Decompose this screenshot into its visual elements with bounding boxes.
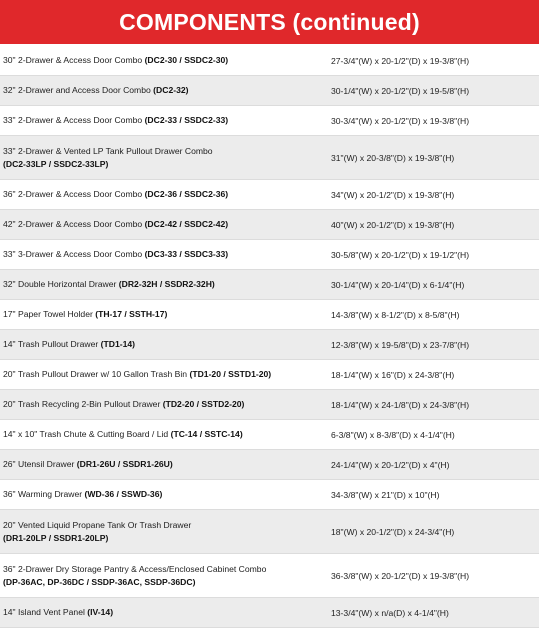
component-label: 33" 3-Drawer & Access Door Combo	[3, 249, 145, 259]
model-code: (DC2-33 / SSDC2-33)	[144, 115, 229, 125]
model-code: (DC2-33LP / SSDC2-33LP)	[3, 158, 109, 169]
component-label: 14" Trash Pullout Drawer	[3, 339, 101, 349]
component-dimensions: 18"(W) x 20-1/2"(D) x 24-3/4"(H)	[331, 526, 455, 537]
component-dimensions: 27-3/4"(W) x 20-1/2"(D) x 19-3/8"(H)	[331, 55, 470, 66]
component-label: 32" 2-Drawer and Access Door Combo	[3, 85, 154, 95]
component-name	[3, 360, 321, 389]
table-row	[0, 480, 539, 510]
table-row	[0, 598, 539, 628]
table-row	[0, 136, 539, 180]
table-row	[0, 390, 539, 420]
component-name	[3, 76, 321, 105]
component-label: 36" 2-Drawer Dry Storage Pantry & Access/Enclosed Cabinet Combo	[3, 563, 267, 574]
component-dimensions: 14-3/8"(W) x 8-1/2"(D) x 8-5/8"(H)	[331, 309, 460, 320]
component-label: 20" Trash Recycling 2-Bin Pullout Drawer	[3, 399, 163, 409]
component-name	[3, 480, 321, 509]
table-row	[0, 46, 539, 76]
component-name	[3, 210, 321, 239]
model-code: (DR2-32H / SSDR2-32H)	[118, 279, 215, 289]
table-row	[0, 270, 539, 300]
component-label: 17" Paper Towel Holder	[3, 309, 96, 319]
component-dimensions: 13-3/4"(W) x n/a(D) x 4-1/4"(H)	[331, 607, 449, 618]
table-row	[0, 420, 539, 450]
component-dimensions: 31"(W) x 20-3/8"(D) x 19-3/8"(H)	[331, 152, 455, 163]
component-name	[3, 330, 321, 359]
component-dimensions: 30-1/4"(W) x 20-1/2"(D) x 19-5/8"(H)	[331, 85, 470, 96]
component-label: 30" 2-Drawer & Access Door Combo	[3, 55, 145, 65]
header-banner	[0, 0, 539, 44]
component-label: 33" 2-Drawer & Vented LP Tank Pullout Drawer Combo	[3, 145, 213, 156]
component-name	[3, 598, 321, 627]
model-code: (TD1-20 / SSTD1-20)	[189, 369, 272, 379]
component-dimensions: 18-1/4"(W) x 16"(D) x 24-3/8"(H)	[331, 369, 455, 380]
component-name	[3, 180, 321, 209]
component-name	[3, 390, 321, 419]
component-dimensions: 40"(W) x 20-1/2"(D) x 19-3/8"(H)	[331, 219, 455, 230]
model-code: (TH-17 / SSTH-17)	[95, 309, 168, 319]
model-code: (TD1-14)	[100, 339, 136, 349]
component-label: 36" 2-Drawer & Access Door Combo	[3, 189, 145, 199]
model-code: (DR1-26U / SSDR1-26U)	[76, 459, 173, 469]
table-row	[0, 300, 539, 330]
component-label: 42" 2-Drawer & Access Door Combo	[3, 219, 145, 229]
table-row	[0, 360, 539, 390]
component-name	[3, 46, 321, 75]
model-code: (DC2-42 / SSDC2-42)	[144, 219, 229, 229]
component-dimensions: 18-1/4"(W) x 24-1/8"(D) x 24-3/8"(H)	[331, 399, 470, 410]
table-row	[0, 510, 539, 554]
component-label: 20" Vented Liquid Propane Tank Or Trash Drawer	[3, 519, 192, 530]
component-name	[3, 420, 321, 449]
table-row	[0, 554, 539, 598]
table-row	[0, 180, 539, 210]
table-row	[0, 106, 539, 136]
page-title: COMPONENTS (continued)	[119, 8, 420, 35]
model-code: (TC-14 / SSTC-14)	[170, 429, 243, 439]
component-label: 32" Double Horizontal Drawer	[3, 279, 119, 289]
model-code: (DR1-20LP / SSDR1-20LP)	[3, 532, 109, 543]
component-dimensions: 12-3/8"(W) x 19-5/8"(D) x 23-7/8"(H)	[331, 339, 470, 350]
table-row	[0, 330, 539, 360]
component-dimensions: 6-3/8"(W) x 8-3/8"(D) x 4-1/4"(H)	[331, 429, 455, 440]
component-dimensions: 34-3/8"(W) x 21"(D) x 10"(H)	[331, 489, 440, 500]
model-code: (WD-36 / SSWD-36)	[84, 489, 163, 499]
table-row	[0, 450, 539, 480]
component-name	[3, 106, 321, 135]
component-dimensions: 30-3/4"(W) x 20-1/2"(D) x 19-3/8"(H)	[331, 115, 470, 126]
component-label: 14" Island Vent Panel	[3, 607, 88, 617]
model-code: (DC2-32)	[153, 85, 189, 95]
model-code: (IV-14)	[87, 607, 114, 617]
component-name	[3, 270, 321, 299]
component-name	[3, 300, 321, 329]
component-name	[3, 450, 321, 479]
component-label: 14" x 10" Trash Chute & Cutting Board / Lid	[3, 429, 171, 439]
model-code: (DC2-36 / SSDC2-36)	[144, 189, 229, 199]
model-code: (DC3-33 / SSDC3-33)	[144, 249, 229, 259]
component-dimensions: 36-3/8"(W) x 20-1/2"(D) x 19-3/8"(H)	[331, 570, 470, 581]
model-code: (DP-36AC, DP-36DC / SSDP-36AC, SSDP-36DC)	[3, 576, 196, 587]
component-dimensions: 30-1/4"(W) x 20-1/4"(D) x 6-1/4"(H)	[331, 279, 465, 290]
components-table	[0, 46, 539, 628]
table-row	[0, 76, 539, 106]
table-row	[0, 240, 539, 270]
component-label: 26" Utensil Drawer	[3, 459, 77, 469]
model-code: (TD2-20 / SSTD2-20)	[162, 399, 245, 409]
component-dimensions: 30-5/8"(W) x 20-1/2"(D) x 19-1/2"(H)	[331, 249, 470, 260]
component-name	[3, 240, 321, 269]
model-code: (DC2-30 / SSDC2-30)	[144, 55, 229, 65]
component-dimensions: 34"(W) x 20-1/2"(D) x 19-3/8"(H)	[331, 189, 455, 200]
component-dimensions: 24-1/4"(W) x 20-1/2"(D) x 4"(H)	[331, 459, 450, 470]
component-label: 20" Trash Pullout Drawer w/ 10 Gallon Trash Bin	[3, 369, 190, 379]
component-name	[3, 136, 321, 179]
table-row	[0, 210, 539, 240]
component-label: 33" 2-Drawer & Access Door Combo	[3, 115, 145, 125]
component-name	[3, 510, 321, 553]
component-label: 36" Warming Drawer	[3, 489, 85, 499]
component-name	[3, 554, 321, 597]
